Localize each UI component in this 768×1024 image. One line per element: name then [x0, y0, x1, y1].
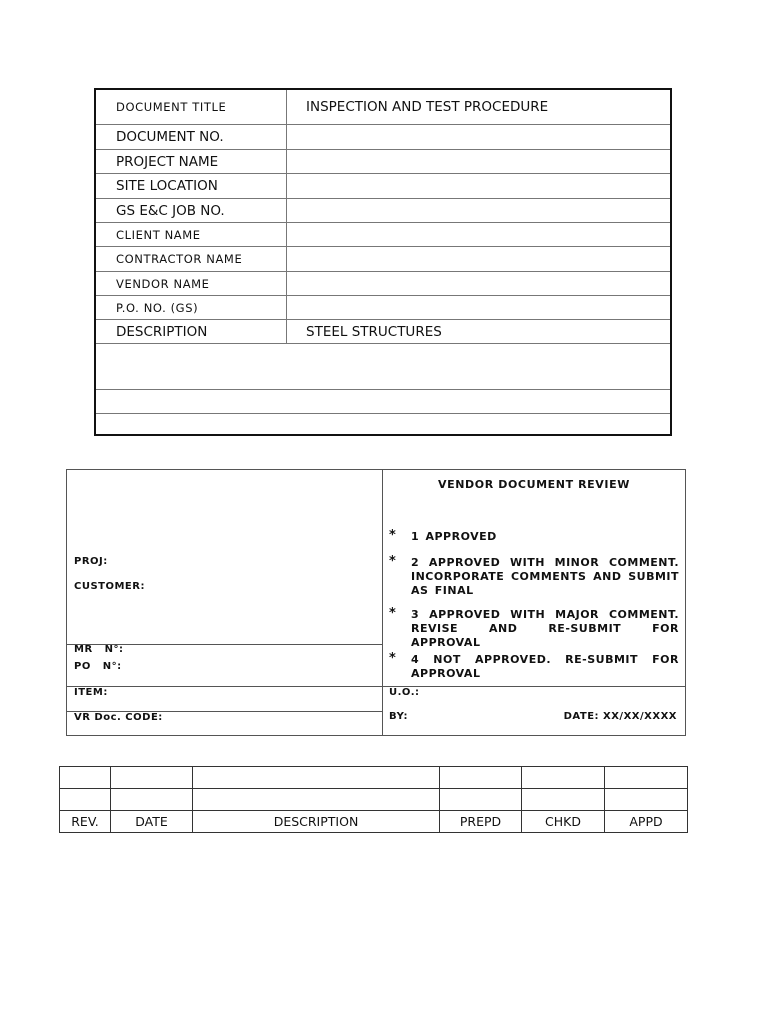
table-row — [60, 767, 688, 789]
proj-label: PROJ: — [74, 556, 108, 567]
review-option-approved — [389, 530, 679, 544]
item-label: ITEM: — [74, 687, 108, 698]
review-column-divider — [382, 470, 383, 735]
label-job-no: GS E&C JOB NO. — [116, 202, 225, 219]
table-cell — [193, 789, 440, 811]
header-date: DATE — [111, 811, 193, 833]
table-cell — [522, 789, 605, 811]
row-vendor-name — [96, 272, 670, 296]
header-chkd: CHKD — [522, 811, 605, 833]
row-description — [96, 320, 670, 344]
row-document-no — [96, 125, 670, 150]
option-text: 2 APPROVED WITH MINOR COMMENT. INCORPORATE COMMENTS AND SUBMIT AS FINAL — [411, 556, 679, 597]
row-site-location — [96, 174, 670, 199]
label-document-no: DOCUMENT NO. — [116, 129, 224, 145]
table-cell — [440, 767, 522, 789]
table-cell — [111, 789, 193, 811]
label-contractor-name: CONTRACTOR NAME — [116, 252, 243, 266]
option-text: 1 APPROVED — [411, 530, 497, 543]
table-cell — [522, 767, 605, 789]
value-description: STEEL STRUCTURES — [306, 323, 442, 340]
table-cell — [60, 767, 111, 789]
vendor-review-stamp — [66, 469, 686, 736]
revision-table — [59, 766, 688, 833]
label-project-name: PROJECT NAME — [116, 153, 219, 170]
row-client-name — [96, 223, 670, 247]
table-row — [60, 789, 688, 811]
option-text: 4 NOT APPROVED. RE-SUBMIT FOR APPROVAL — [411, 653, 679, 680]
revision-header-row — [60, 811, 688, 833]
option-text: 3 APPROVED WITH MAJOR COMMENT. REVISE AND RE-SUBMIT FOR APPROVAL — [411, 608, 679, 649]
header-prepd: PREPD — [440, 811, 522, 833]
option-mark: * — [389, 528, 396, 543]
table-cell — [111, 767, 193, 789]
row-contractor-name — [96, 247, 670, 272]
table-cell — [193, 767, 440, 789]
row-job-no — [96, 199, 670, 223]
label-document-title: DOCUMENT TITLE — [116, 100, 227, 114]
row-document-title — [96, 90, 670, 125]
header-description: DESCRIPTION — [193, 811, 440, 833]
review-option-minor-comment — [389, 556, 679, 598]
row-po-no — [96, 296, 670, 320]
document-title-block — [94, 88, 672, 436]
table-cell — [440, 789, 522, 811]
review-full-divider — [67, 686, 685, 687]
label-vendor-name: VENDOR NAME — [116, 276, 210, 291]
option-mark: * — [389, 606, 396, 621]
option-mark: * — [389, 554, 396, 569]
review-title: VENDOR DOCUMENT REVIEW — [438, 478, 630, 491]
row-project-name — [96, 150, 670, 174]
label-po-no: P.O. NO. (GS) — [116, 300, 199, 315]
mr-number-label: MR N°: — [74, 644, 124, 655]
header-appd: APPD — [605, 811, 688, 833]
label-site-location: SITE LOCATION — [116, 178, 218, 194]
table-cell — [605, 767, 688, 789]
date-label: DATE: XX/XX/XXXX — [563, 711, 677, 722]
po-number-label: PO N°: — [74, 661, 122, 672]
label-client-name: CLIENT NAME — [116, 227, 201, 242]
row-blank-1 — [96, 344, 670, 390]
option-mark: * — [389, 651, 396, 666]
table-cell — [60, 789, 111, 811]
by-label: BY: — [389, 711, 408, 722]
customer-label: CUSTOMER: — [74, 581, 145, 592]
row-blank-2 — [96, 390, 670, 414]
review-option-not-approved — [389, 653, 679, 681]
label-description: DESCRIPTION — [116, 323, 208, 340]
row-blank-3 — [96, 414, 670, 436]
value-document-title: INSPECTION AND TEST PROCEDURE — [306, 99, 549, 115]
header-rev: REV. — [60, 811, 111, 833]
table-cell — [605, 789, 688, 811]
uo-label: U.O.: — [389, 687, 420, 698]
vr-doc-code-label: VR Doc. CODE: — [74, 712, 163, 723]
review-option-major-comment — [389, 608, 679, 650]
